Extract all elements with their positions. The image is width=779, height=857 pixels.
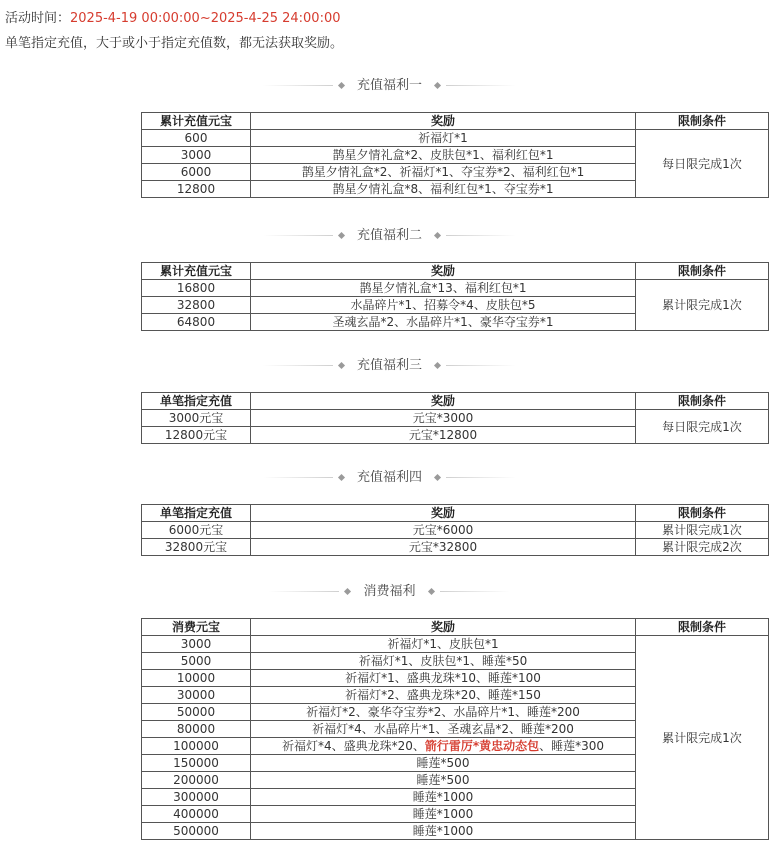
amount-cell: 400000 [142,806,251,823]
reward-cell: 元宝*12800 [251,427,636,444]
limit-cell: 每日限完成1次 [636,130,769,198]
header-limit: 限制条件 [636,393,769,410]
amount-cell: 12800元宝 [142,427,251,444]
reward-cell: 祈福灯*2、豪华夺宝券*2、水晶碎片*1、睡莲*200 [251,704,636,721]
amount-cell: 300000 [142,789,251,806]
diamond-icon [338,362,345,369]
section-title-text: 充值福利三 [356,358,422,373]
amount-cell: 32800元宝 [142,539,251,556]
section-title-recharge-4 [0,469,779,487]
diamond-icon [427,588,434,595]
table-row [142,539,769,556]
diamond-icon [338,232,345,239]
amount-cell: 30000 [142,687,251,704]
amount-cell: 150000 [142,755,251,772]
header-amount: 消费元宝 [142,619,251,636]
reward-cell: 睡莲*1000 [251,789,636,806]
rule-note: 单笔指定充值，大于或小于指定充值数，都无法获取奖励。 [5,36,344,51]
amount-cell: 3000 [142,147,251,164]
header-amount: 单笔指定充值 [142,393,251,410]
header-amount: 单笔指定充值 [142,505,251,522]
diamond-icon [434,82,441,89]
limit-cell: 累计限完成1次 [636,280,769,331]
diamond-icon [434,232,441,239]
table-header-row [142,505,769,522]
reward-text: 、睡莲*300 [539,739,605,753]
consume-table [141,618,769,840]
limit-cell: 每日限完成1次 [636,410,769,444]
table-header-row [142,113,769,130]
limit-cell: 累计限完成2次 [636,539,769,556]
table-row [142,636,769,653]
recharge-table-3 [141,392,769,444]
reward-cell: 鹊星夕情礼盒*2、祈福灯*1、夺宝券*2、福利红包*1 [251,164,636,181]
table-row [142,522,769,539]
reward-cell: 元宝*32800 [251,539,636,556]
amount-cell: 6000元宝 [142,522,251,539]
section-title-text: 充值福利二 [356,228,422,243]
header-reward: 奖励 [251,263,636,280]
diamond-icon [434,362,441,369]
table-row [142,410,769,427]
amount-cell: 6000 [142,164,251,181]
amount-cell: 16800 [142,280,251,297]
reward-cell: 鹊星夕情礼盒*13、福利红包*1 [251,280,636,297]
reward-text: 祈福灯*4、盛典龙珠*20、 [281,739,425,753]
amount-cell: 50000 [142,704,251,721]
amount-cell: 3000元宝 [142,410,251,427]
amount-cell: 32800 [142,297,251,314]
diamond-icon [338,474,345,481]
table-header-row [142,263,769,280]
reward-cell: 元宝*3000 [251,410,636,427]
header-limit: 限制条件 [636,263,769,280]
reward-cell: 睡莲*1000 [251,823,636,840]
amount-cell: 600 [142,130,251,147]
reward-cell: 圣魂玄晶*2、水晶碎片*1、豪华夺宝券*1 [251,314,636,331]
reward-cell: 水晶碎片*1、招募令*4、皮肤包*5 [251,297,636,314]
reward-cell: 祈福灯*1、皮肤包*1 [251,636,636,653]
recharge-table-2 [141,262,769,331]
header-limit: 限制条件 [636,505,769,522]
table-header-row [142,393,769,410]
reward-cell: 祈福灯*4、水晶碎片*1、圣魂玄晶*2、睡莲*200 [251,721,636,738]
amount-cell: 500000 [142,823,251,840]
reward-cell: 祈福灯*1 [251,130,636,147]
activity-time-range: 2025-4-19 00:00:00~2025-4-25 24:00:00 [70,11,341,26]
amount-cell: 100000 [142,738,251,755]
header-reward: 奖励 [251,113,636,130]
highlight-reward: 箭行雷厉*黄忠动态包 [424,739,540,753]
reward-cell: 祈福灯*1、皮肤包*1、睡莲*50 [251,653,636,670]
amount-cell: 5000 [142,653,251,670]
section-title-text: 充值福利四 [356,470,422,485]
section-title-text: 消费福利 [363,584,416,599]
reward-cell: 元宝*6000 [251,522,636,539]
reward-cell: 睡莲*500 [251,755,636,772]
diamond-icon [434,474,441,481]
amount-cell: 80000 [142,721,251,738]
table-row [142,280,769,297]
header-reward: 奖励 [251,393,636,410]
recharge-table-4 [141,504,769,556]
reward-cell: 睡莲*500 [251,772,636,789]
limit-cell: 累计限完成1次 [636,636,769,840]
table-header-row [142,619,769,636]
amount-cell: 3000 [142,636,251,653]
header-amount: 累计充值元宝 [142,263,251,280]
amount-cell: 10000 [142,670,251,687]
section-title-recharge-1 [0,77,779,95]
reward-cell: 鹊星夕情礼盒*2、皮肤包*1、福利红包*1 [251,147,636,164]
header-amount: 累计充值元宝 [142,113,251,130]
section-title-recharge-3 [0,357,779,375]
amount-cell: 12800 [142,181,251,198]
reward-cell: 祈福灯*2、盛典龙珠*20、睡莲*150 [251,687,636,704]
reward-cell: 祈福灯*1、盛典龙珠*10、睡莲*100 [251,670,636,687]
activity-time [5,7,341,26]
recharge-table-1 [141,112,769,198]
header-limit: 限制条件 [636,619,769,636]
amount-cell: 64800 [142,314,251,331]
section-title-consume [0,583,779,601]
reward-cell: 鹊星夕情礼盒*8、福利红包*1、夺宝券*1 [251,181,636,198]
header-reward: 奖励 [251,505,636,522]
amount-cell: 200000 [142,772,251,789]
section-title-recharge-2 [0,227,779,245]
diamond-icon [338,82,345,89]
table-row [142,130,769,147]
reward-cell [251,738,636,755]
activity-time-label: 活动时间： [5,11,71,26]
header-reward: 奖励 [251,619,636,636]
section-title-text: 充值福利一 [356,78,422,93]
diamond-icon [344,588,351,595]
limit-cell: 累计限完成1次 [636,522,769,539]
header-limit: 限制条件 [636,113,769,130]
reward-cell: 睡莲*1000 [251,806,636,823]
